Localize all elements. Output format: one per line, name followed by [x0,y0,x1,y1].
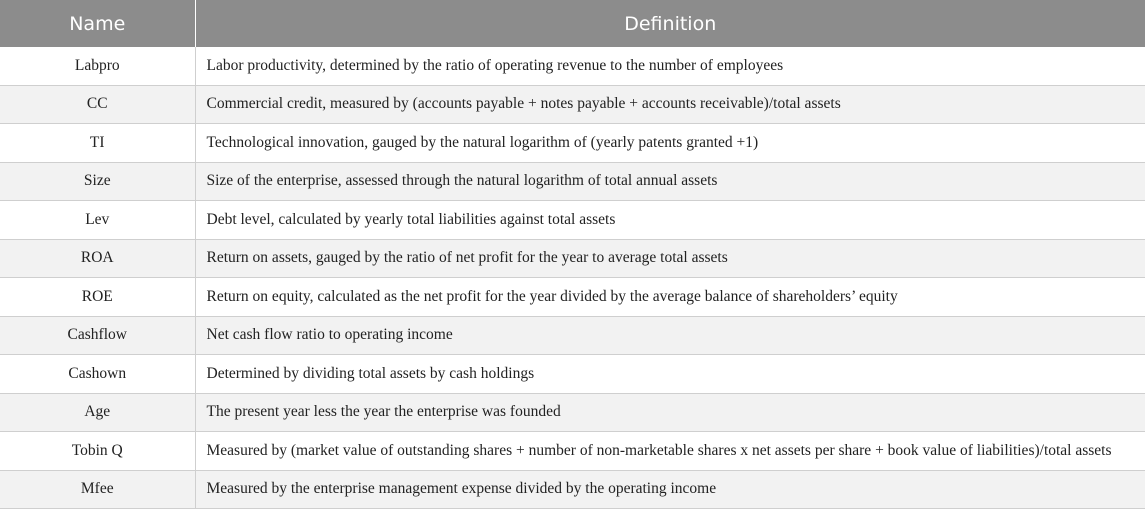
table-row [0,355,1145,394]
cell-definition: Technological innovation, gauged by the natural logarithm of (yearly patents granted +1) [195,124,1145,163]
table-row [0,47,1145,85]
table-row [0,239,1145,278]
cell-definition: Debt level, calculated by yearly total liabilities against total assets [195,201,1145,240]
table-body [0,47,1145,509]
cell-name: Size [0,162,195,201]
table-row [0,470,1145,509]
cell-definition: Return on assets, gauged by the ratio of net profit for the year to average total assets [195,239,1145,278]
cell-definition: Measured by (market value of outstanding shares + number of non-marketable shares x net assets per share + book value of liabilities)/total assets [195,432,1145,471]
cell-definition: Determined by dividing total assets by cash holdings [195,355,1145,394]
header-name: Name [0,0,195,47]
table-header [0,0,1145,47]
table-row [0,201,1145,240]
cell-name: TI [0,124,195,163]
cell-definition: Net cash flow ratio to operating income [195,316,1145,355]
cell-definition: Labor productivity, determined by the ratio of operating revenue to the number of employees [195,47,1145,85]
header-definition: Definition [195,0,1145,47]
cell-definition: Size of the enterprise, assessed through the natural logarithm of total annual assets [195,162,1145,201]
table-row [0,316,1145,355]
cell-name: Age [0,393,195,432]
cell-definition: The present year less the year the enterprise was founded [195,393,1145,432]
table-row [0,278,1145,317]
cell-name: Cashown [0,355,195,394]
table-row [0,85,1145,124]
table-row [0,124,1145,163]
table-row [0,162,1145,201]
cell-definition: Return on equity, calculated as the net profit for the year divided by the average balance of shareholders’ equity [195,278,1145,317]
cell-name: Cashflow [0,316,195,355]
cell-name: Labpro [0,47,195,85]
cell-name: Lev [0,201,195,240]
header-row [0,0,1145,47]
cell-definition: Commercial credit, measured by (accounts payable + notes payable + accounts receivable)/total assets [195,85,1145,124]
cell-name: ROE [0,278,195,317]
cell-definition: Measured by the enterprise management expense divided by the operating income [195,470,1145,509]
table-row [0,393,1145,432]
cell-name: ROA [0,239,195,278]
cell-name: Tobin Q [0,432,195,471]
table-row [0,432,1145,471]
cell-name: Mfee [0,470,195,509]
cell-name: CC [0,85,195,124]
